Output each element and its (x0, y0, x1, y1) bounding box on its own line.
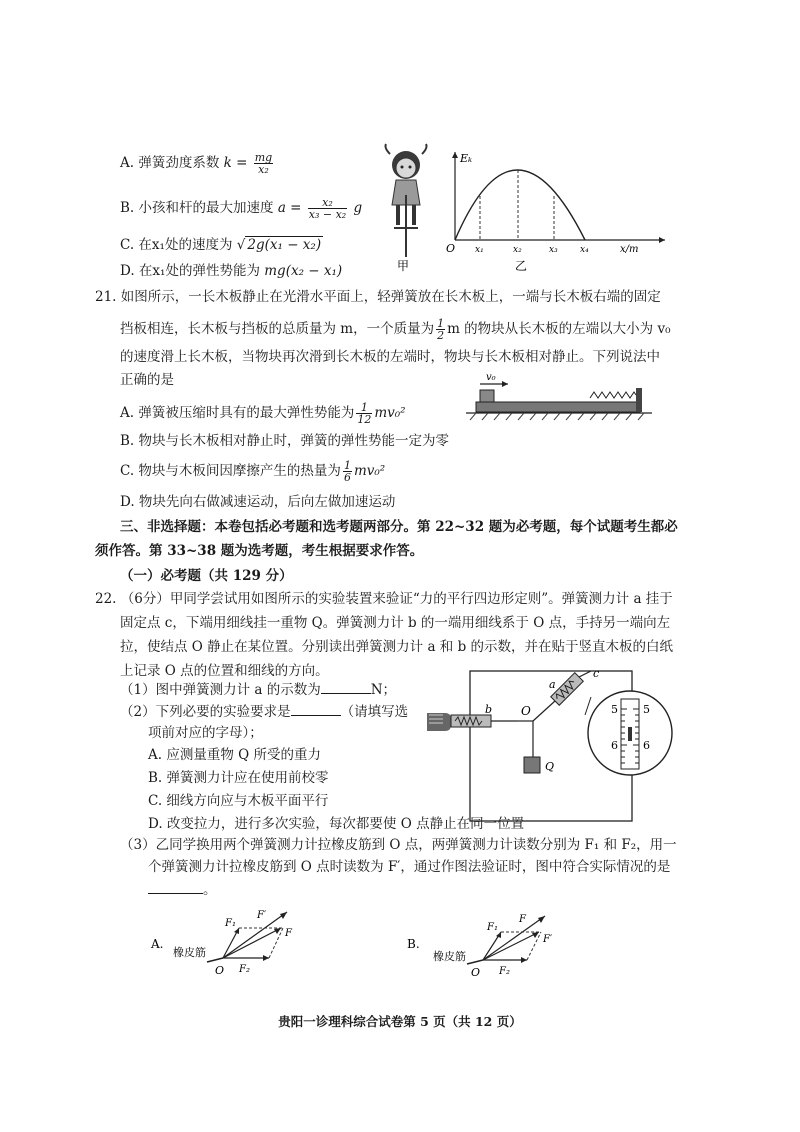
scale-mark-5-right: 5 (643, 703, 650, 716)
q22-part-3-line-3: 。 (148, 880, 217, 899)
q21-stem-line-1: 21. 如图所示，一长木板静止在光滑水平面上，轻弹簧放在长木板上，一端与长木板右端的固定 (95, 289, 661, 305)
choice-a-f2-label: F₂ (239, 964, 250, 975)
choice-b-f1-label: F₁ (487, 922, 498, 933)
q20-option-d-formula: mg(x₂ − x₁) (264, 263, 343, 279)
girl-on-pogo-figure (376, 140, 436, 275)
q21-half-fraction: $\frac{1}{2}$ (437, 317, 445, 342)
label-q: Q (545, 760, 555, 773)
choice-a-f-label: F (285, 928, 292, 939)
board-spring-figure (462, 368, 657, 424)
sqrt-symbol: √ (236, 237, 246, 253)
tick-x1: x₁ (475, 245, 484, 255)
q22-stem-line-4: 上记录 O 点的位置和细线的方向。 (120, 663, 329, 679)
q22-part-3-line-1: （3）乙同学换用两个弹簧测力计拉橡皮筋到 O 点，两弹簧测力计读数分别为 F₁ 和 F₂，用一 (120, 837, 677, 853)
q21-stem-line-4: 正确的是 (120, 372, 174, 388)
q22-option-a: A. 应测量重物 Q 所受的重力 (148, 747, 321, 763)
choice-a-f1-label: F₁ (225, 918, 236, 929)
q22-part-1: （1）图中弹簧测力计 a 的示数为 N； (120, 682, 397, 698)
label-o: O (521, 704, 531, 718)
label-b: b (485, 703, 493, 716)
choice-b-diagram (405, 900, 595, 980)
long-board (476, 402, 640, 412)
choice-a-rubber-line (207, 958, 223, 962)
choice-b-origin: O (471, 966, 481, 979)
q20-option-a-fraction: $\frac{mg}{\text{x₂}}$ (254, 151, 273, 176)
q20-option-b: B. 小孩和杆的最大加速度 a = $\frac{\text{x₂}}{\text{x₃ − x₂}}$ g (120, 196, 363, 221)
section3-heading-line-2: 须作答。第 33~38 题为选考题，考生根据要求作答。 (95, 543, 424, 559)
q21-option-b: B. 物块与长木板相对静止时，弹簧的弹性势能一定为零 (120, 433, 450, 449)
graph-x-arrow (659, 237, 665, 243)
choice-a-label: A. (151, 937, 164, 951)
choice-a-rubber-label: 橡皮筋 (173, 946, 206, 959)
block (480, 390, 494, 402)
label-a: a (549, 678, 556, 691)
q22-option-b: B. 弹簧测力计应在使用前校零 (148, 770, 329, 786)
graph-origin: O (446, 242, 456, 255)
tick-x2: x₂ (513, 245, 522, 255)
tick-x4: x₄ (580, 245, 589, 255)
q22-part-2-cont: 项前对应的字母）； (148, 725, 263, 741)
q21-option-d: D. 物块先向右做减速运动，后向左做加速运动 (120, 494, 396, 510)
string-a (533, 701, 555, 721)
graph-y-arrow (452, 152, 458, 158)
ek-graph (440, 140, 670, 275)
section3-heading-line-1: 三、非选择题：本卷包括必考题和选考题两部分。第 22~32 题为必考题，每个试题考生都必 (120, 519, 678, 535)
q20-option-d: D. 在x₁处的弹性势能为 mg(x₂ − x₁) (120, 263, 343, 279)
q20-option-b-tail: g (353, 200, 363, 216)
choice-b-f2-label: F₂ (499, 966, 510, 977)
q22-stem-line-3: 拉，使结点 O 静止在某位置。分别读出弹簧测力计 a 和 b 的示数，并在贴于竖直木板的白纸 (120, 639, 674, 655)
q20-option-c: C. 在x₁处的速度为 √ 2g(x₁ − x₂) (120, 237, 322, 253)
choice-a-origin: O (215, 964, 225, 977)
fig-yi-label: 乙 (515, 259, 528, 273)
q20-option-b-lhs: a = (277, 200, 302, 216)
q22-part-3-line-2: 个弹簧测力计拉橡皮筋到 O 点时读数为 F′，通过作图法验证时，图中符合实际情况的是 (148, 859, 671, 875)
ek-curve (455, 170, 585, 240)
choice-a-fprime-label: F′ (257, 910, 267, 921)
ground-hatch (470, 413, 644, 420)
graph-y-label: Eₖ (460, 152, 473, 165)
q21-stem-line-2: 挡板相连，长木板与挡板的总质量为 m，一个质量为 $\frac{1}{2}$ m 的物块从长木板的左端以大小为 v₀ (120, 317, 671, 342)
answer-blank-1[interactable] (321, 680, 371, 694)
scale-mark-6-left: 6 (611, 739, 618, 752)
q20-option-a-lhs: k = (223, 155, 248, 171)
choice-b-rubber-label: 橡皮筋 (433, 950, 466, 963)
q21-option-c: C. 物块与木板间因摩擦产生的热量为 $\frac{1}{6}$ mv₀² (120, 459, 386, 484)
tick-x3: x₃ (549, 245, 558, 255)
choice-b-label: B. (407, 937, 420, 951)
page-footer: 贵阳一诊理科综合试卷第 5 页（共 12 页） (278, 1014, 522, 1029)
girl-icon (386, 144, 427, 257)
hand-icon (427, 713, 451, 731)
choice-a-f (223, 928, 281, 958)
choice-a-diagram (145, 900, 335, 980)
scale-mark-6-right: 6 (643, 739, 650, 752)
q22-option-c: C. 细线方向应与木板平面平行 (148, 793, 329, 809)
end-stop (636, 388, 642, 412)
scale-mark-5-left: 5 (611, 703, 618, 716)
apparatus-figure (425, 663, 675, 825)
section3-subheading: （一）必考题（共 129 分） (120, 568, 293, 584)
q20-option-b-fraction: $\frac{\text{x₂}}{\text{x₃ − x₂}}$ (308, 196, 347, 221)
graph-x-unit: x/m (620, 244, 639, 255)
scale-pointer (628, 727, 632, 741)
q21-option-a: A. 弹簧被压缩时具有的最大弹性势能为 $\frac{1}{12}$ mv₀² (120, 401, 406, 426)
choice-b-rubber-line (467, 960, 483, 964)
q20-option-a: A. 弹簧劲度系数 k = $\frac{mg}{\text{x₂}}$ (120, 151, 273, 176)
answer-blank-2[interactable] (291, 702, 341, 716)
choice-b-f-label: F (519, 914, 526, 925)
spring (590, 392, 636, 398)
q22-stem-line-2: 固定点 c，下端用细线挂一重物 Q。弹簧测力计 b 的一端用细线系于 O 点，手持另一端向左 (120, 615, 671, 631)
fig-jia-label: 甲 (397, 259, 410, 273)
q21-stem-line-3: 的速度滑上长木板，当物块再次滑到长木板的左端时，物块与长木板相对静止。下列说法中 (120, 349, 660, 365)
q21-option-c-fraction: $\frac{1}{6}$ (343, 459, 351, 484)
q21-option-a-fraction: $\frac{1}{12}$ (357, 401, 372, 426)
q20-option-c-radicand: 2g(x₁ − x₂) (247, 237, 322, 253)
label-c: c (593, 667, 600, 680)
v0-label: v₀ (486, 372, 496, 383)
spring-scale-a (551, 673, 584, 706)
q22-option-d: D. 改变拉力，进行多次实验，每次都要使 O 点静止在同一位置 (148, 816, 525, 832)
choice-b-fprime-label: F′ (543, 934, 553, 945)
q22-part-2: （2）下列必要的实验要求是 （请填写选 (120, 704, 409, 720)
answer-blank-3[interactable] (148, 880, 203, 894)
weight-q (524, 757, 540, 773)
q22-stem-line-1: 22. （6分）甲同学尝试用如图所示的实验装置来验证“力的平行四边形定则”。弹簧测力计 a 挂于 (95, 591, 673, 607)
